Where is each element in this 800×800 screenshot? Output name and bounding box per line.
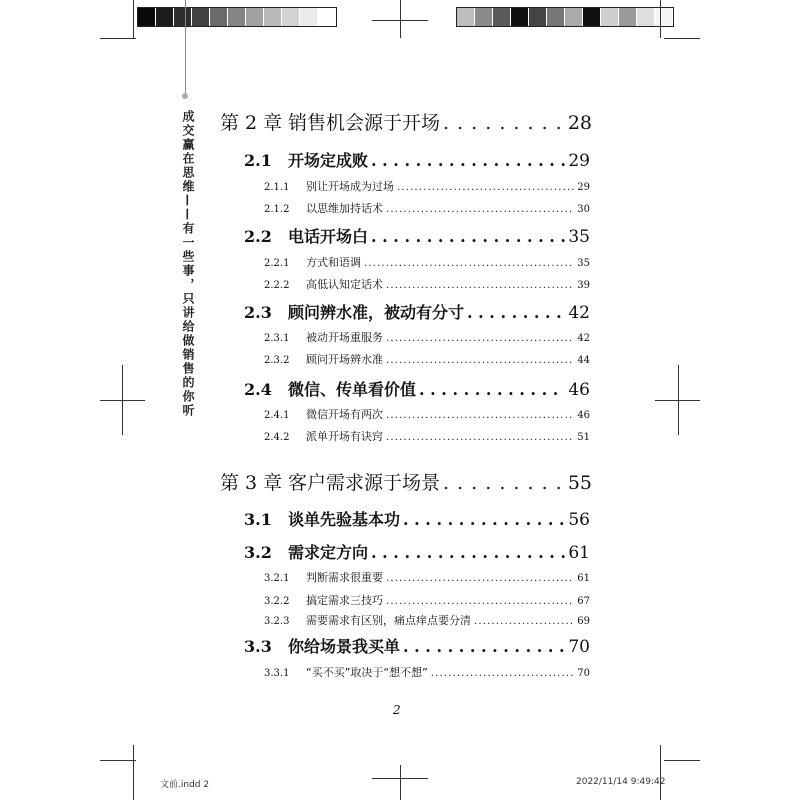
toc-entry-section [244, 300, 590, 323]
color-bar-right [457, 8, 673, 26]
toc-dot-leader [386, 355, 574, 366]
color-swatch [493, 8, 511, 26]
toc-entry-sub [264, 178, 590, 194]
toc-dot-leader [431, 668, 574, 679]
toc-number: 2.1 [244, 151, 272, 170]
toc-title: 顾问开场辨水准 [306, 353, 383, 366]
toc-page: 44 [577, 355, 590, 366]
toc-page: 42 [568, 303, 590, 323]
toc-number: 2.2 [244, 227, 272, 246]
toc-page: 61 [577, 573, 590, 584]
toc-entry-section [244, 507, 590, 530]
toc-number: 第 2 章 [220, 112, 283, 134]
toc-page: 46 [577, 410, 590, 421]
toc-dot-leader [386, 410, 574, 421]
toc-page: 70 [577, 668, 590, 679]
toc-dot-leader [467, 303, 565, 322]
toc-title: 判断需求很重要 [306, 571, 383, 584]
toc-title: 电话开场白 [288, 227, 369, 246]
crop-mark-bl-h [100, 760, 136, 761]
toc-title: 销售机会源于开场 [288, 112, 441, 134]
toc-entry-section [244, 540, 590, 563]
toc-number: 2.2.1 [264, 258, 290, 269]
toc-entry-sub [264, 612, 590, 628]
toc-page: 35 [577, 258, 590, 269]
toc-page: 30 [577, 204, 590, 215]
toc-dot-leader [419, 380, 565, 399]
color-bar-left [138, 8, 336, 26]
color-swatch [300, 8, 318, 26]
toc-title: 开场定成败 [288, 151, 369, 170]
toc-title: 方式和语调 [306, 256, 361, 269]
toc-dot-leader [443, 472, 565, 494]
crop-mark-bottom-v [400, 765, 401, 800]
toc-title: 微信、传单看价值 [288, 380, 417, 399]
toc-title: 谈单先验基本功 [288, 510, 401, 529]
color-swatch [547, 8, 565, 26]
color-swatch [511, 8, 529, 26]
side-rule [185, 0, 186, 94]
toc-entry-sub [264, 664, 590, 680]
toc-dot-leader [386, 432, 574, 443]
toc-title: 高低认知定话术 [306, 278, 383, 291]
color-swatch [529, 8, 547, 26]
toc-number: 3.3.1 [264, 668, 290, 679]
color-swatch [192, 8, 210, 26]
toc-entry-sub [264, 254, 590, 270]
toc-number: 2.4 [244, 380, 272, 399]
toc-entry-chapter [220, 468, 592, 495]
toc-page: 42 [577, 333, 590, 344]
toc-number: 2.2.2 [264, 280, 290, 291]
crop-mark-tl-v [133, 0, 134, 38]
crop-mark-right-h [655, 400, 700, 401]
toc-title: 别让开场成为过场 [306, 180, 394, 193]
toc-dot-leader [386, 596, 574, 607]
toc-page: 35 [568, 227, 590, 247]
toc-dot-leader [371, 227, 565, 246]
toc-page: 69 [577, 616, 590, 627]
toc-entry-chapter [220, 108, 592, 135]
color-swatch [457, 8, 475, 26]
color-swatch [174, 8, 192, 26]
toc-entry-section [244, 148, 590, 171]
toc-page: 56 [568, 510, 590, 530]
crop-mark-bl-v [133, 745, 134, 800]
toc-page: 67 [577, 596, 590, 607]
color-swatch [156, 8, 174, 26]
toc-number: 2.4.2 [264, 432, 290, 443]
crop-mark-tl-h [100, 38, 136, 39]
color-swatch [210, 8, 228, 26]
color-swatch [318, 8, 336, 26]
toc-title: 需求定方向 [288, 543, 369, 562]
footer-timestamp: 2022/11/14 9:49:42 [576, 777, 666, 787]
toc-number: 第 3 章 [220, 472, 283, 494]
toc-number: 2.3 [244, 303, 272, 322]
toc-number: 3.1 [244, 510, 272, 529]
toc-entry-section [244, 224, 590, 247]
toc-page: 28 [567, 112, 592, 134]
toc-dot-leader [386, 204, 574, 215]
toc-title: 客户需求源于场景 [288, 472, 441, 494]
toc-number: 3.2 [244, 543, 272, 562]
toc-title: 微信开场有两次 [306, 408, 383, 421]
toc-title: “买不买”取决于“想不想” [306, 666, 428, 679]
toc-dot-leader [371, 543, 565, 562]
crop-mark-tr-h [664, 38, 700, 39]
crop-mark-top-h [372, 20, 428, 21]
toc-number: 2.3.1 [264, 333, 290, 344]
color-swatch [475, 8, 493, 26]
toc-entry-sub [264, 406, 590, 422]
toc-number: 2.4.1 [264, 410, 290, 421]
color-swatch [619, 8, 637, 26]
toc-number: 2.1.2 [264, 204, 290, 215]
toc-dot-leader [403, 637, 565, 656]
color-swatch [138, 8, 156, 26]
toc-entry-section [244, 377, 590, 400]
footer-file: 文前.indd 2 [160, 780, 210, 790]
crop-mark-tr-v [660, 0, 661, 38]
toc-page: 39 [577, 280, 590, 291]
toc-title: 需要需求有区别，痛点痒点要分清 [306, 614, 471, 627]
crop-mark-top-v [400, 0, 401, 38]
crop-mark-left-h [100, 400, 145, 401]
color-swatch [228, 8, 246, 26]
toc-dot-leader [386, 280, 574, 291]
toc-dot-leader [386, 573, 574, 584]
toc-title: 你给场景我买单 [288, 637, 401, 656]
toc-page: 70 [568, 637, 590, 657]
toc-page: 29 [568, 151, 590, 171]
color-swatch [282, 8, 300, 26]
color-swatch [583, 8, 601, 26]
toc-entry-sub [264, 569, 590, 585]
toc-page: 29 [577, 182, 590, 193]
toc-title: 派单开场有诀窍 [306, 430, 383, 443]
toc-dot-leader [364, 258, 574, 269]
color-swatch [565, 8, 583, 26]
toc-entry-sub [264, 276, 590, 292]
color-swatch [601, 8, 619, 26]
toc-dot-leader [403, 510, 565, 529]
toc-page: 61 [568, 543, 590, 563]
toc-entry-sub [264, 351, 590, 367]
toc-page: 55 [567, 472, 592, 494]
toc-title: 搞定需求三技巧 [306, 594, 383, 607]
page-number: 2 [393, 703, 401, 717]
toc-entry-section [244, 634, 590, 657]
crop-mark-br-h [664, 760, 700, 761]
toc-number: 3.2.3 [264, 616, 290, 627]
toc-dot-leader [371, 151, 565, 170]
toc-entry-sub [264, 428, 590, 444]
toc-entry-sub [264, 592, 590, 608]
toc-number: 3.2.1 [264, 573, 290, 584]
toc-page: 51 [577, 432, 590, 443]
color-swatch [264, 8, 282, 26]
side-dot [182, 93, 188, 99]
toc-number: 2.3.2 [264, 355, 290, 366]
toc-entry-sub [264, 200, 590, 216]
toc-title: 顾问辨水准，被动有分寸 [288, 303, 465, 322]
color-swatch [655, 8, 673, 26]
toc-dot-leader [397, 182, 574, 193]
toc-dot-leader [386, 333, 574, 344]
toc-entry-sub [264, 329, 590, 345]
toc-number: 3.2.2 [264, 596, 290, 607]
color-swatch [246, 8, 264, 26]
toc-number: 2.1.1 [264, 182, 290, 193]
color-swatch [637, 8, 655, 26]
toc-title: 以思维加持话术 [306, 202, 383, 215]
toc-page: 46 [568, 380, 590, 400]
toc-title: 被动开场重服务 [306, 331, 383, 344]
crop-mark-bottom-h [372, 778, 428, 779]
crop-mark-br-v [660, 745, 661, 800]
toc-dot-leader [474, 616, 574, 627]
toc-number: 3.3 [244, 637, 272, 656]
book-side-title: 成交赢在思维——有一些事，只讲给做销售的你听 [181, 110, 195, 418]
toc-dot-leader [443, 112, 565, 134]
